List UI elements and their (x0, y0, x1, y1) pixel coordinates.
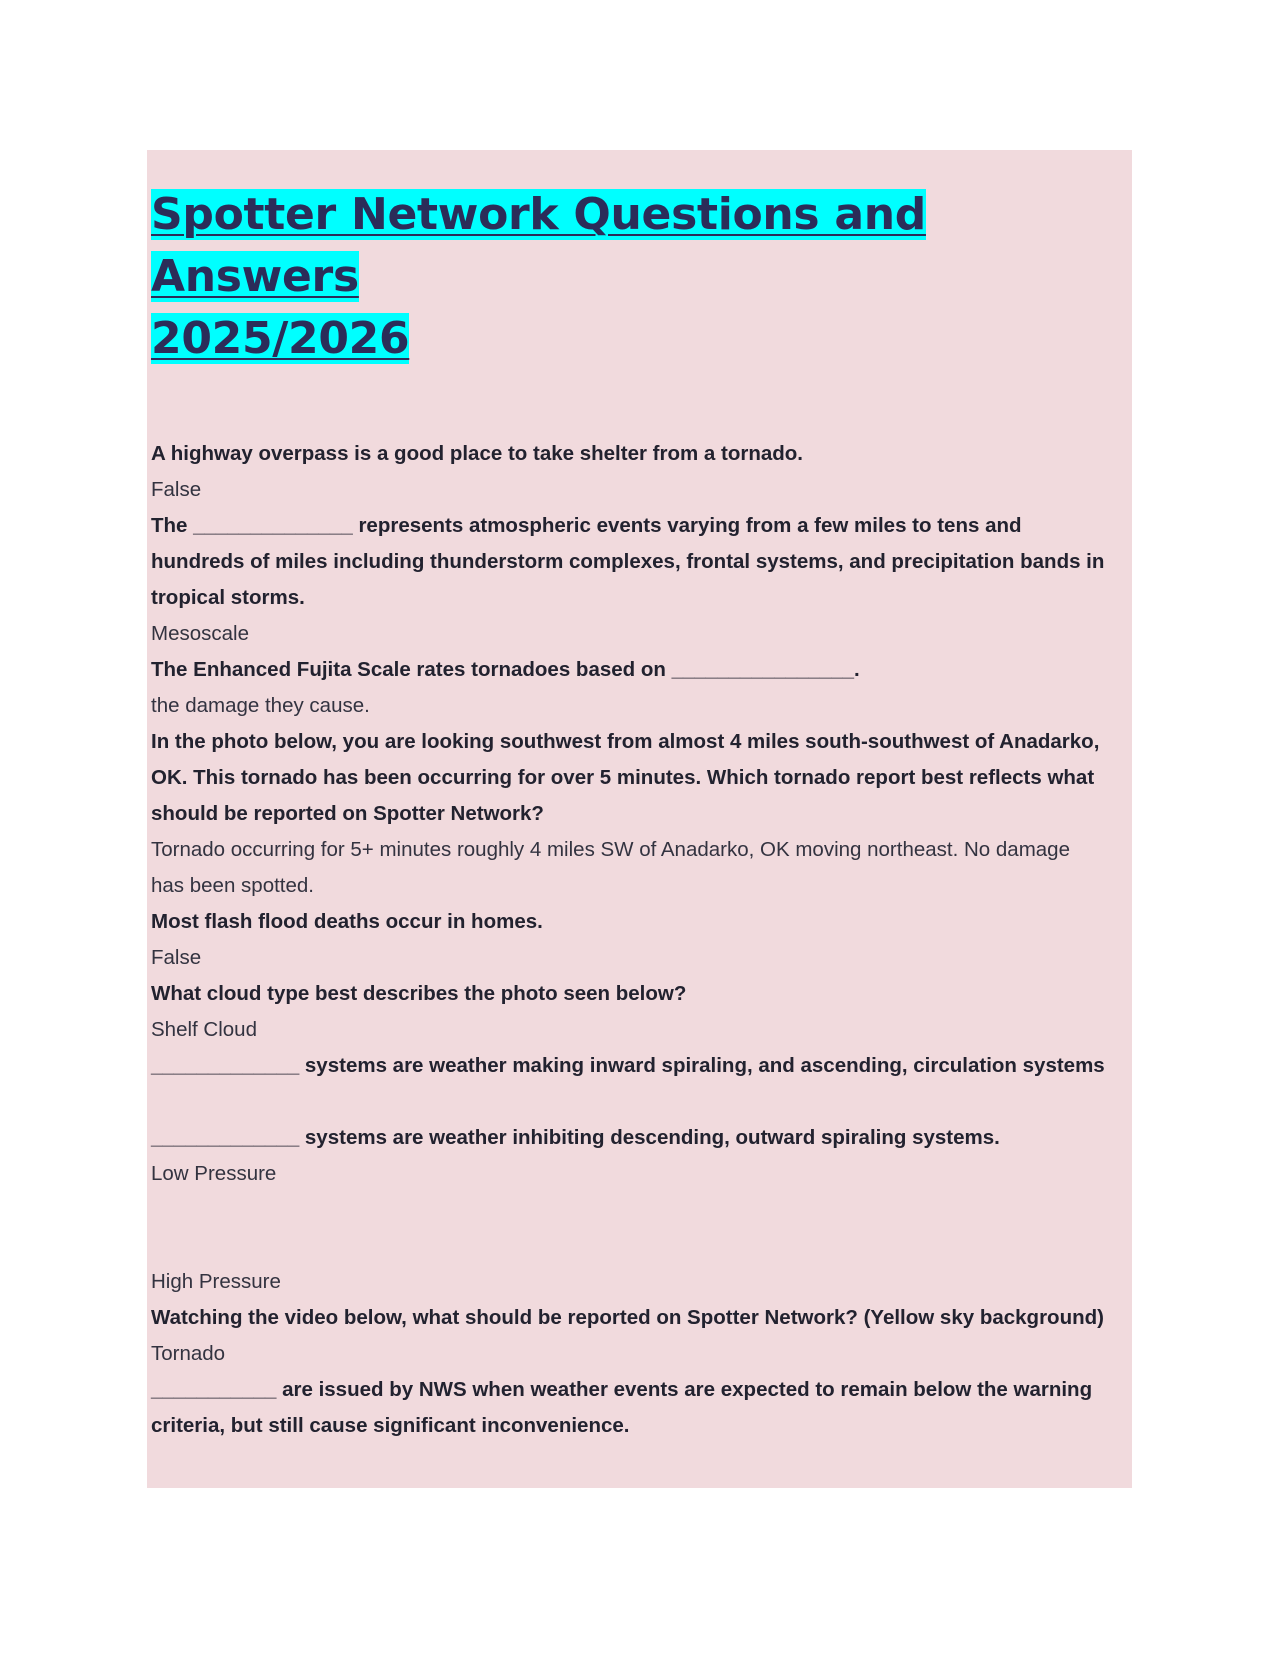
question-4-line-2: OK. This tornado has been occurring for over 5 minutes. Which tornado report best reflects what (151, 766, 1095, 789)
answer-2: Mesoscale (151, 622, 249, 645)
question-7-line-1: _____________ systems are weather making inward spiraling, and ascending, circulation systems (151, 1054, 1105, 1077)
question-2-line-3: tropical storms. (151, 586, 305, 609)
question-5: Most flash flood deaths occur in homes. (151, 910, 543, 933)
answer-7-line-1: Low Pressure (151, 1162, 277, 1185)
title-line-1: Spotter Network Questions and Answers (151, 189, 926, 302)
answer-7-line-2: High Pressure (151, 1270, 281, 1293)
title-line-2: 2025/2026 (151, 313, 410, 364)
answer-6: Shelf Cloud (151, 1018, 257, 1041)
question-2-line-1: The ______________ represents atmospheric events varying from a few miles to tens and (151, 514, 1022, 537)
answer-5: False (151, 946, 202, 969)
question-9-line-1: ___________ are issued by NWS when weather events are expected to remain below the warning (151, 1378, 1093, 1401)
answer-4-line-1: Tornado occurring for 5+ minutes roughly 4 miles SW of Anadarko, OK moving northeast. No damage (151, 838, 1070, 861)
answer-8: Tornado (151, 1342, 226, 1365)
question-3: The Enhanced Fujita Scale rates tornadoes based on ________________. (151, 658, 860, 681)
spacer (151, 1084, 1131, 1120)
question-4-line-3: should be reported on Spotter Network? (151, 802, 544, 825)
qa-list (151, 436, 1131, 1444)
question-8: Watching the video below, what should be reported on Spotter Network? (Yellow sky background) (151, 1306, 1104, 1329)
answer-3: the damage they cause. (151, 694, 370, 717)
question-1: A highway overpass is a good place to take shelter from a tornado. (151, 442, 803, 465)
question-2-line-2: hundreds of miles including thunderstorm complexes, frontal systems, and precipitation bands in (151, 550, 1105, 573)
question-4-line-1: In the photo below, you are looking southwest from almost 4 miles south-southwest of Anadarko, (151, 730, 1100, 753)
answer-1: False (151, 478, 202, 501)
question-6: What cloud type best describes the photo seen below? (151, 982, 687, 1005)
document-title (151, 184, 1101, 370)
question-9-line-2: criteria, but still cause significant inconvenience. (151, 1414, 630, 1437)
answer-4-line-2: has been spotted. (151, 874, 314, 897)
spacer (151, 1192, 1131, 1264)
question-7-line-2: _____________ systems are weather inhibiting descending, outward spiraling systems. (151, 1126, 1000, 1149)
